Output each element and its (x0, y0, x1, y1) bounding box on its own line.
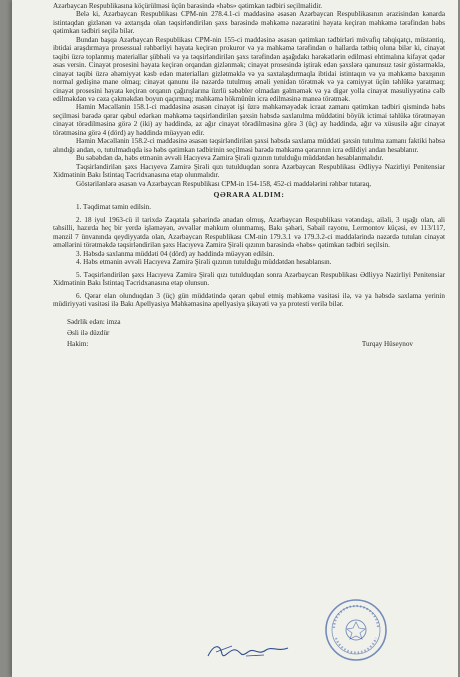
judge-name: Turqay Hüseynov (361, 340, 413, 349)
paragraph: Belə ki, Azərbaycan Respublikası CPM-nin 278.4.1-ci maddəsinə əsasən Azərbaycan Respublikasının ərazisindən kənarda istintaqdan gizlənən və axtarışda olan təqsirləndirilən şəxs barəsində məhkəmə nəzarətini həyata keçirən məhkəmə tərəfindən həbs qətimkan tədbiri seçilə bilər. (53, 10, 445, 36)
decision-item: 3. Həbsdə saxlanma müddəti 04 (dörd) ay həddində müəyyən edilsin. (76, 249, 275, 258)
decision-item: 5. Təqsirləndirilən şəxs Hacıyeva Zamirə Şirəli qızı tutulduqdan sonra Azərbaycan Respublikası Ədliyyə Nazirliyi Penitensiar Xidmətinin Bakı İstintaq Təcridxanasına etap olunsun. (53, 270, 445, 288)
decision-item: 2. 18 iyul 1963-cü il tarixdə Zaqatala şəhərində anadan olmuş, Azərbaycan Respublikası vətəndaşı, ailəli, 3 uşağı olan, ali təhsilli, hazırda heç bir yerdə işləməyən, əvvəllər məhkum olunmamış, Bakı şəhəri, Səbail rayonu, Lermontov küçəsi, ev 113/117, mənzil 7 ünvanında qeydiyyatda olan, Azərbaycan Respublikası CM-nin 179.3.1 və 179.3.2-ci maddələrində nəzərdə tutulan cinayət əməllərini törətməkdə təqsirləndirilən şəxs Hacıyeva Zamirə Şirəli qızının barəsində «həbs» qətimkan tədbiri seçilsin. (53, 215, 445, 250)
judge-label: Hakim: (67, 340, 89, 349)
true-copy-line: Əsli ilə düzdür (67, 329, 110, 338)
document-body (53, 2, 445, 351)
paragraph: Bu səbəbdən də, həbs etmənin əvvəli Hacıyeva Zamirə Şirəli qızının tutulduğu müddətdən hesablanmalıdır. (76, 154, 384, 163)
handwritten-signature (206, 640, 290, 662)
official-stamp (324, 598, 388, 662)
paragraph: Azərbaycan Respublikasına köçürülməsi üçün barəsində «həbs» qətimkan tədbiri seçilmalidir. (53, 2, 323, 10)
decision-heading: QƏRARA ALDIM: (213, 189, 285, 199)
paragraph: Bundan başqa Azərbaycan Respublikası CPM-nin 155-ci maddəsinə əsasən qətimkan tədbirləri müvafiq təhqiqatçı, müstəntiq, ibtidai araşdırmaya prosessual rəhbərliyi həyata keçirən prokuror və ya məhkəmə tərəfindən o hallarda tətbiq oluna bilər ki, cinayət təqibi üzrə toplanmış materiallar şübhəli və ya təqsirləndirilən şəxs tərəfindən aşağıdakı hərəkətlərin edilməsi ehtimalına kifayət qədər əsas versin. Cinayət prosesini həyata keçirən orqandan gizlənmək; cinayət prosesində iştirak edən şəxslərə qanunsuz təsir göstərməklə, cinayət təqibi üzrə əhəmiyyət kəsb edən materialları gizlətməklə və ya saxtalaşdırmaqla ibtidai istintaqın və ya məhkəmə baxışının normal gedişinə mane olmaq; cinayət qanunu ilə nəzərdə tutulmuş əməli yenidən törətmək və ya cəmiyyət üçün təhlükə yaratmaq; cinayət prosesini həyata keçirən orqanın çağırışlarına üzrlü səbəbler olmadan gəlməmək və ya digər yolla cinayət məsuliyyətinə cəlb edilməkdən və cəza çəkməkdən boyun qaçırmaq; məhkəmə hökmünün icra edilməsinə maneə törətmək. (53, 35, 445, 103)
presiding-line: Sədrlik edən: imza (67, 318, 121, 327)
decision-item: 1. Təqdimat təmin edilsin. (76, 203, 152, 212)
signature-block (53, 318, 445, 351)
decision-item: 6. Qərar elan olunduqdan 3 (üç) gün müddətində qərarı qəbul etmiş məhkəmə vasitəsi ilə, və ya həbsdə saxlama yerinin müdiriyyəti vasitəsi ilə Bakı Apellyasiya Məhkəməsinə apellyasiya şikayəti və ya protesti verilə bilər. (53, 291, 445, 308)
decision-item: 4. Həbs etmənin əvvəli Hacıyeva Zamirə Şirəli qızının tutulduğu müddətdən hesablansın. (76, 258, 332, 267)
paragraph: Təqsirləndirilən şəxs Hacıyeva Zamirə Şirəli qızı tutulduqdan sonra Azərbaycan Respublikası Ədliyyə Nazirliyi Penitensiar Xidmətinin Bakı İstintaq Təcridxanasına etap olunmalıdır. (53, 162, 445, 180)
paragraph: Həmin Məcəllənin 158.1-ci maddəsinə əsasən cinayət işi üzrə məhkəməyədək icraat zamanı qətimkan tədbiri qismində həbs seçilməsi barədə qərar qəbul edərkən məhkəmə təqsirləndirilən şəxsin həbsdə saxlanılma müddətini böyük ictimai təhlükə törətməyən cinayət törədilməsinə görə 2 (iki) ay həddində, az ağır cinayət törədilməsinə görə 3 (üç) ay həddində, ağır və xüsusilə ağır cinayət törətməsinə görə 4 (dörd) ay həddində müəyyən edir. (53, 103, 445, 137)
document-page (12, 0, 458, 677)
paragraph: Həmin Məcəllənin 158.2-ci maddəsinə əsasən təqsirləndirilən şəxsi həbsdə saxlama müddəti şəxsin tutulma zamanı faktiki həbsə alındığı andan, o, tutulmadıqda isə həbs qətimkan tədbirinin seçilməsi barədə məhkəmə qərarının icra edildiyi andan hesablanır. (53, 137, 445, 154)
paragraph: Göstərilənlərə əsasən və Azərbaycan Respublikası CPM-in 154-158, 452-ci maddələrini rəhbər tutaraq, (76, 179, 372, 188)
